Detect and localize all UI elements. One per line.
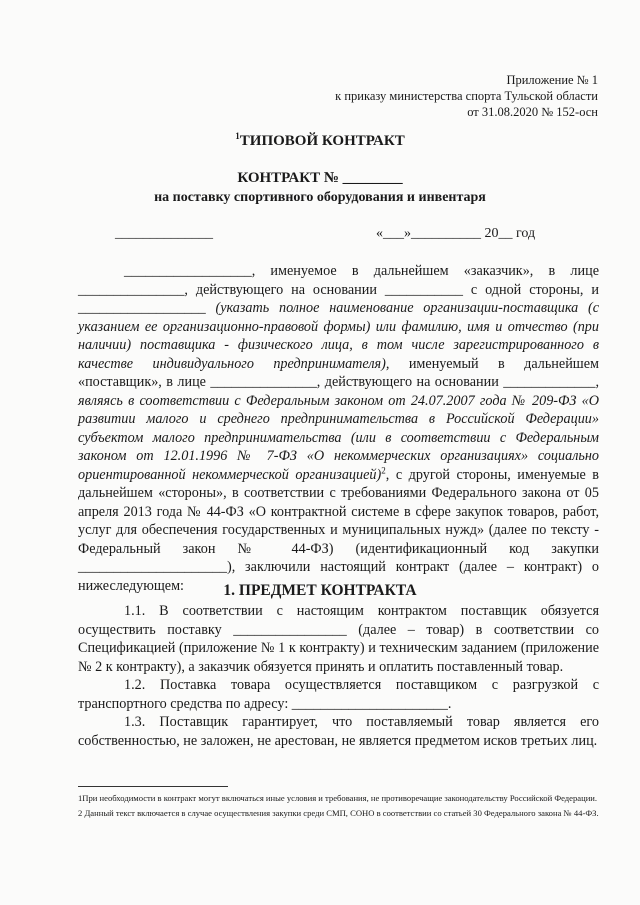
title-footnote-mark: 1	[235, 131, 240, 141]
typical-contract-title-text: ТИПОВОЙ КОНТРАКТ	[239, 133, 405, 149]
footnote-2: 2 Данный текст включается в случае осуществления закупки среди СМП, СОНО в соответствии со статьей 30 Федерального закона № 44-ФЗ.	[78, 807, 599, 818]
appendix-line-2: к приказу министерства спорта Тульской области	[335, 89, 598, 103]
preamble-part-d: являясь в соответствии с Федеральным законом от 24.07.2007 года № 209-ФЗ «О развитии малого и среднего предпринимательства в Российской Федерации» субъектом малого предпринимательства (или в соответствии с Федеральным законом от 12.01.1996 № 7-ФЗ «О некоммерческих организациях» социально ориентированной некоммерческой организацией)	[78, 392, 599, 483]
date-blank: «___»__________ 20__ год	[376, 226, 536, 241]
contract-number-title: КОНТРАКТ № ________	[237, 170, 403, 186]
typical-contract-title	[0, 133, 640, 150]
appendix-block	[335, 72, 598, 120]
appendix-line-1: Приложение № 1	[506, 73, 598, 87]
footnote-1: 1При необходимости в контракт могут включаться иные условия и требования, не противоречащие законодательству Российской Федерации.	[78, 793, 598, 803]
preamble	[78, 262, 599, 595]
appendix-line-3: от 31.08.2020 № 152-осн	[467, 105, 598, 119]
preamble-part-e: , с другой стороны, именуемые в дальнейшем «стороны», в соответствии с требованиями Федерального закона от 05 апреля 2013 года № 44-ФЗ «О контрактной системе в сфере закупок товаров, работ, услуг для обеспечения государственных и муниципальных нужд» (далее по тексту - Федеральный закон № 44-ФЗ) (идентификационный код закупки _____________________), заключили настоящий контракт (далее – контракт) о нижеследующем:	[78, 466, 599, 594]
preamble-paragraph	[78, 262, 599, 595]
section-1-title: 1. ПРЕДМЕТ КОНТРАКТА	[223, 582, 417, 599]
footnote-divider	[78, 786, 228, 787]
clause-1-3: 1.3. Поставщик гарантирует, что поставляемый товар является его собственностью, не заложен, не арестован, не является предметом исков третьих лиц.	[78, 714, 599, 749]
section-1-body	[78, 602, 599, 750]
clause-1-1: 1.1. В соответствии с настоящим контрактом поставщик обязуется осуществить поставку ________________ (далее – товар) в соответствии со Спецификацией (приложение № 1 к контракту) и техническим заданием (приложение № 2 к контракту), а заказчик обязуется принять и оплатить поставленный товар.	[78, 603, 599, 675]
preamble-part-c: именуемый в дальнейшем «поставщик», в лице _______________, действующего на основании _____________,	[78, 355, 599, 390]
preamble-part-a: __________________, именуемое в дальнейшем «заказчик», в лице _______________, действующего на основании ___________ с одной стороны, и __________________	[78, 263, 599, 316]
preamble-part-b: (указать полное наименование организации-поставщика (с указанием ее организационно-правовой формы) или фамилию, имя и отчество (при наличии) поставщика - физического лица, в том числе зарегистрированного в качестве индивидуального предпринимателя),	[78, 300, 599, 372]
footnotes	[78, 792, 599, 821]
footnote-2-mark: 2	[381, 464, 386, 475]
place-blank: ______________	[115, 226, 213, 241]
contract-subject-title: на поставку спортивного оборудования и инвентаря	[154, 190, 486, 205]
clause-1-2: 1.2. Поставка товара осуществляется поставщиком с разгрузкой с транспортного средства по адресу: ______________________.	[78, 677, 599, 712]
